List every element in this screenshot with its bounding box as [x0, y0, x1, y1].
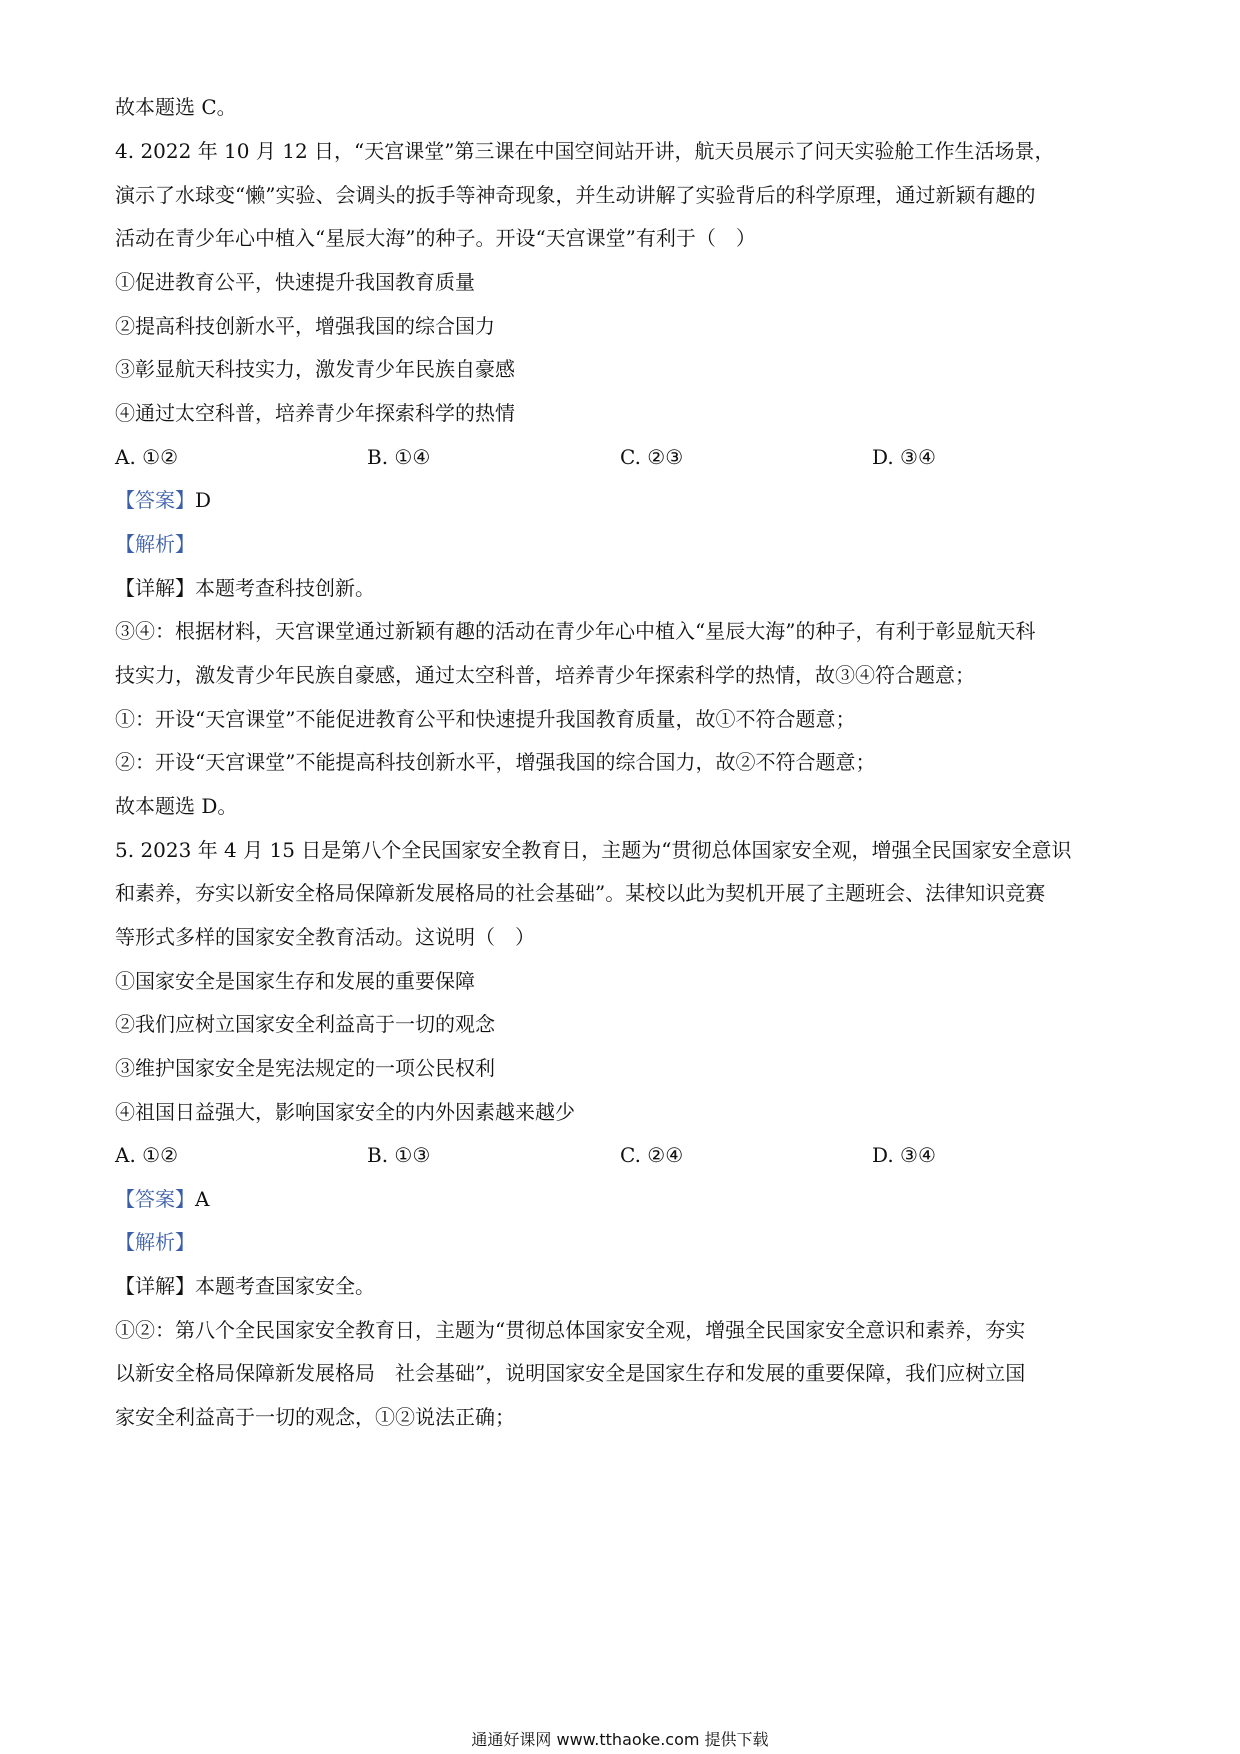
- question-5-option-c: C. ②④: [620, 1143, 684, 1167]
- answer-tag: 【答案】: [115, 1187, 195, 1211]
- answer-value: A: [195, 1187, 210, 1211]
- detail-tag: 【详解】: [115, 1274, 195, 1298]
- question-5-option-a: A. ①②: [115, 1143, 179, 1167]
- question-5-detail: [115, 1272, 1135, 1300]
- question-5-statement: ②我们应树立国家安全利益高于一切的观念: [115, 1012, 495, 1036]
- question-4-statement: ④通过太空科普，培养青少年探索科学的热情: [115, 401, 515, 425]
- question-5-option-d: D. ③④: [872, 1143, 936, 1167]
- question-5-statement: ③维护国家安全是宪法规定的一项公民权利: [115, 1056, 495, 1080]
- explanation-line: 家安全利益高于一切的观念，①②说法正确；: [115, 1405, 515, 1429]
- text-line: 故本题选 C。: [115, 95, 237, 119]
- question-5-stem: 等形式多样的国家安全教育活动。这说明（ ）: [115, 925, 535, 949]
- question-5-statement: ①国家安全是国家生存和发展的重要保障: [115, 969, 475, 993]
- explanation-line: ①：开设“天宫课堂”不能促进教育公平和快速提升我国教育质量，故①不符合题意；: [115, 707, 856, 731]
- explanation-line: 技实力，激发青少年民族自豪感，通过太空科普，培养青少年探索科学的热情，故③④符合题意；: [115, 663, 975, 687]
- explanation-line: 故本题选 D。: [115, 794, 238, 818]
- answer-tag: 【答案】: [115, 488, 195, 512]
- explanation-line: ②：开设“天宫课堂”不能提高科技创新水平，增强我国的综合国力，故②不符合题意；: [115, 750, 876, 774]
- question-5-statement: ④祖国日益强大，影响国家安全的内外因素越来越少: [115, 1100, 575, 1124]
- question-5-option-b: B. ①③: [367, 1143, 431, 1167]
- analysis-tag: 【解析】: [115, 532, 195, 556]
- question-4-detail: [115, 574, 1135, 602]
- question-4-statement: ②提高科技创新水平，增强我国的综合国力: [115, 314, 495, 338]
- footer-watermark: 通通好课网 www.tthaoke.com 提供下载: [471, 1730, 769, 1749]
- detail-text: 本题考查科技创新。: [195, 576, 375, 600]
- question-5-analysis: [115, 1228, 1135, 1256]
- question-5-stem: 和素养，夯实以新安全格局保障新发展格局的社会基础”。某校以此为契机开展了主题班会、法律知识竞赛: [115, 881, 1046, 905]
- question-4-stem: 4. 2022 年 10 月 12 日，“天宫课堂”第三课在中国空间站开讲，航天员展示了问天实验舱工作生活场景，: [115, 139, 1055, 163]
- question-5-stem: 5. 2023 年 4 月 15 日是第八个全民国家安全教育日，主题为“贯彻总体国家安全观，增强全民国家安全意识: [115, 838, 1072, 862]
- question-4-option-d: D. ③④: [872, 445, 936, 469]
- question-4-option-a: A. ①②: [115, 445, 179, 469]
- question-4-option-c: C. ②③: [620, 445, 684, 469]
- detail-text: 本题考查国家安全。: [195, 1274, 375, 1298]
- question-4-stem: 演示了水球变“懒”实验、会调头的扳手等神奇现象，并生动讲解了实验背后的科学原理，通过新颖有趣的: [115, 183, 1036, 207]
- question-4-analysis: [115, 530, 1135, 558]
- detail-tag: 【详解】: [115, 576, 195, 600]
- explanation-line: ③④：根据材料，天宫课堂通过新颖有趣的活动在青少年心中植入“星辰大海”的种子，有利于彰显航天科: [115, 619, 1036, 643]
- question-5-answer: [115, 1185, 1135, 1213]
- question-4-statement: ③彰显航天科技实力，激发青少年民族自豪感: [115, 357, 515, 381]
- analysis-tag: 【解析】: [115, 1230, 195, 1254]
- question-4-option-b: B. ①④: [367, 445, 431, 469]
- explanation-line: ①②：第八个全民国家安全教育日，主题为“贯彻总体国家安全观，增强全民国家安全意识和素养，夯实: [115, 1318, 1026, 1342]
- answer-value: D: [195, 488, 212, 512]
- question-4-statement: ①促进教育公平，快速提升我国教育质量: [115, 270, 475, 294]
- question-4-stem: 活动在青少年心中植入“星辰大海”的种子。开设“天宫课堂”有利于（ ）: [115, 226, 756, 250]
- question-4-answer: [115, 486, 1135, 514]
- explanation-line: 以新安全格局保障新发展格局 社会基础”，说明国家安全是国家生存和发展的重要保障，我们应树立国: [115, 1361, 1026, 1385]
